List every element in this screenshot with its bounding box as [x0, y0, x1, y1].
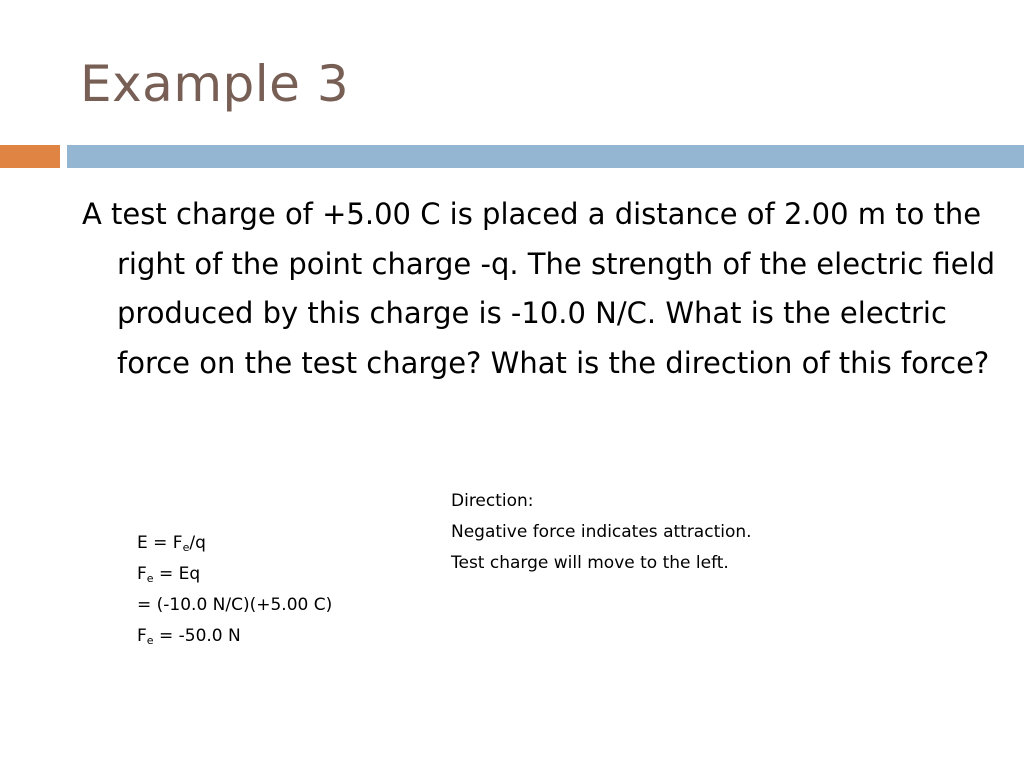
problem-text: A test charge of +5.00 C is placed a distance of 2.00 m to the right of the point charge -q. The strength of the electric field produced by this charge is -10.0 N/C. What is the electric force on the test charge? What is the direction of this force?	[82, 197, 996, 380]
direction-block	[451, 486, 752, 579]
accent-bar-orange	[0, 145, 60, 168]
formula-text: F	[137, 564, 147, 584]
formula-text: F	[137, 626, 147, 646]
formula-subscript: e	[182, 541, 190, 554]
formula-text: = -50.0 N	[153, 626, 241, 646]
direction-heading: Direction:	[451, 491, 534, 511]
formula-text: E = F	[137, 533, 183, 553]
formula-line-1	[137, 528, 332, 559]
slide-title: Example 3	[80, 55, 350, 113]
formula-line-4	[137, 621, 332, 652]
formula-text: = Eq	[153, 564, 201, 584]
formula-block	[137, 528, 332, 652]
formula-text: /q	[189, 533, 206, 553]
direction-line-2: Test charge will move to the left.	[451, 553, 729, 573]
direction-line-1: Negative force indicates attraction.	[451, 522, 752, 542]
formula-subscript: e	[146, 634, 154, 647]
formula-subscript: e	[146, 572, 154, 585]
accent-bar-blue	[67, 145, 1024, 168]
formula-line-3: = (-10.0 N/C)(+5.00 C)	[137, 595, 333, 615]
formula-line-2	[137, 559, 332, 590]
problem-statement	[82, 190, 1007, 388]
